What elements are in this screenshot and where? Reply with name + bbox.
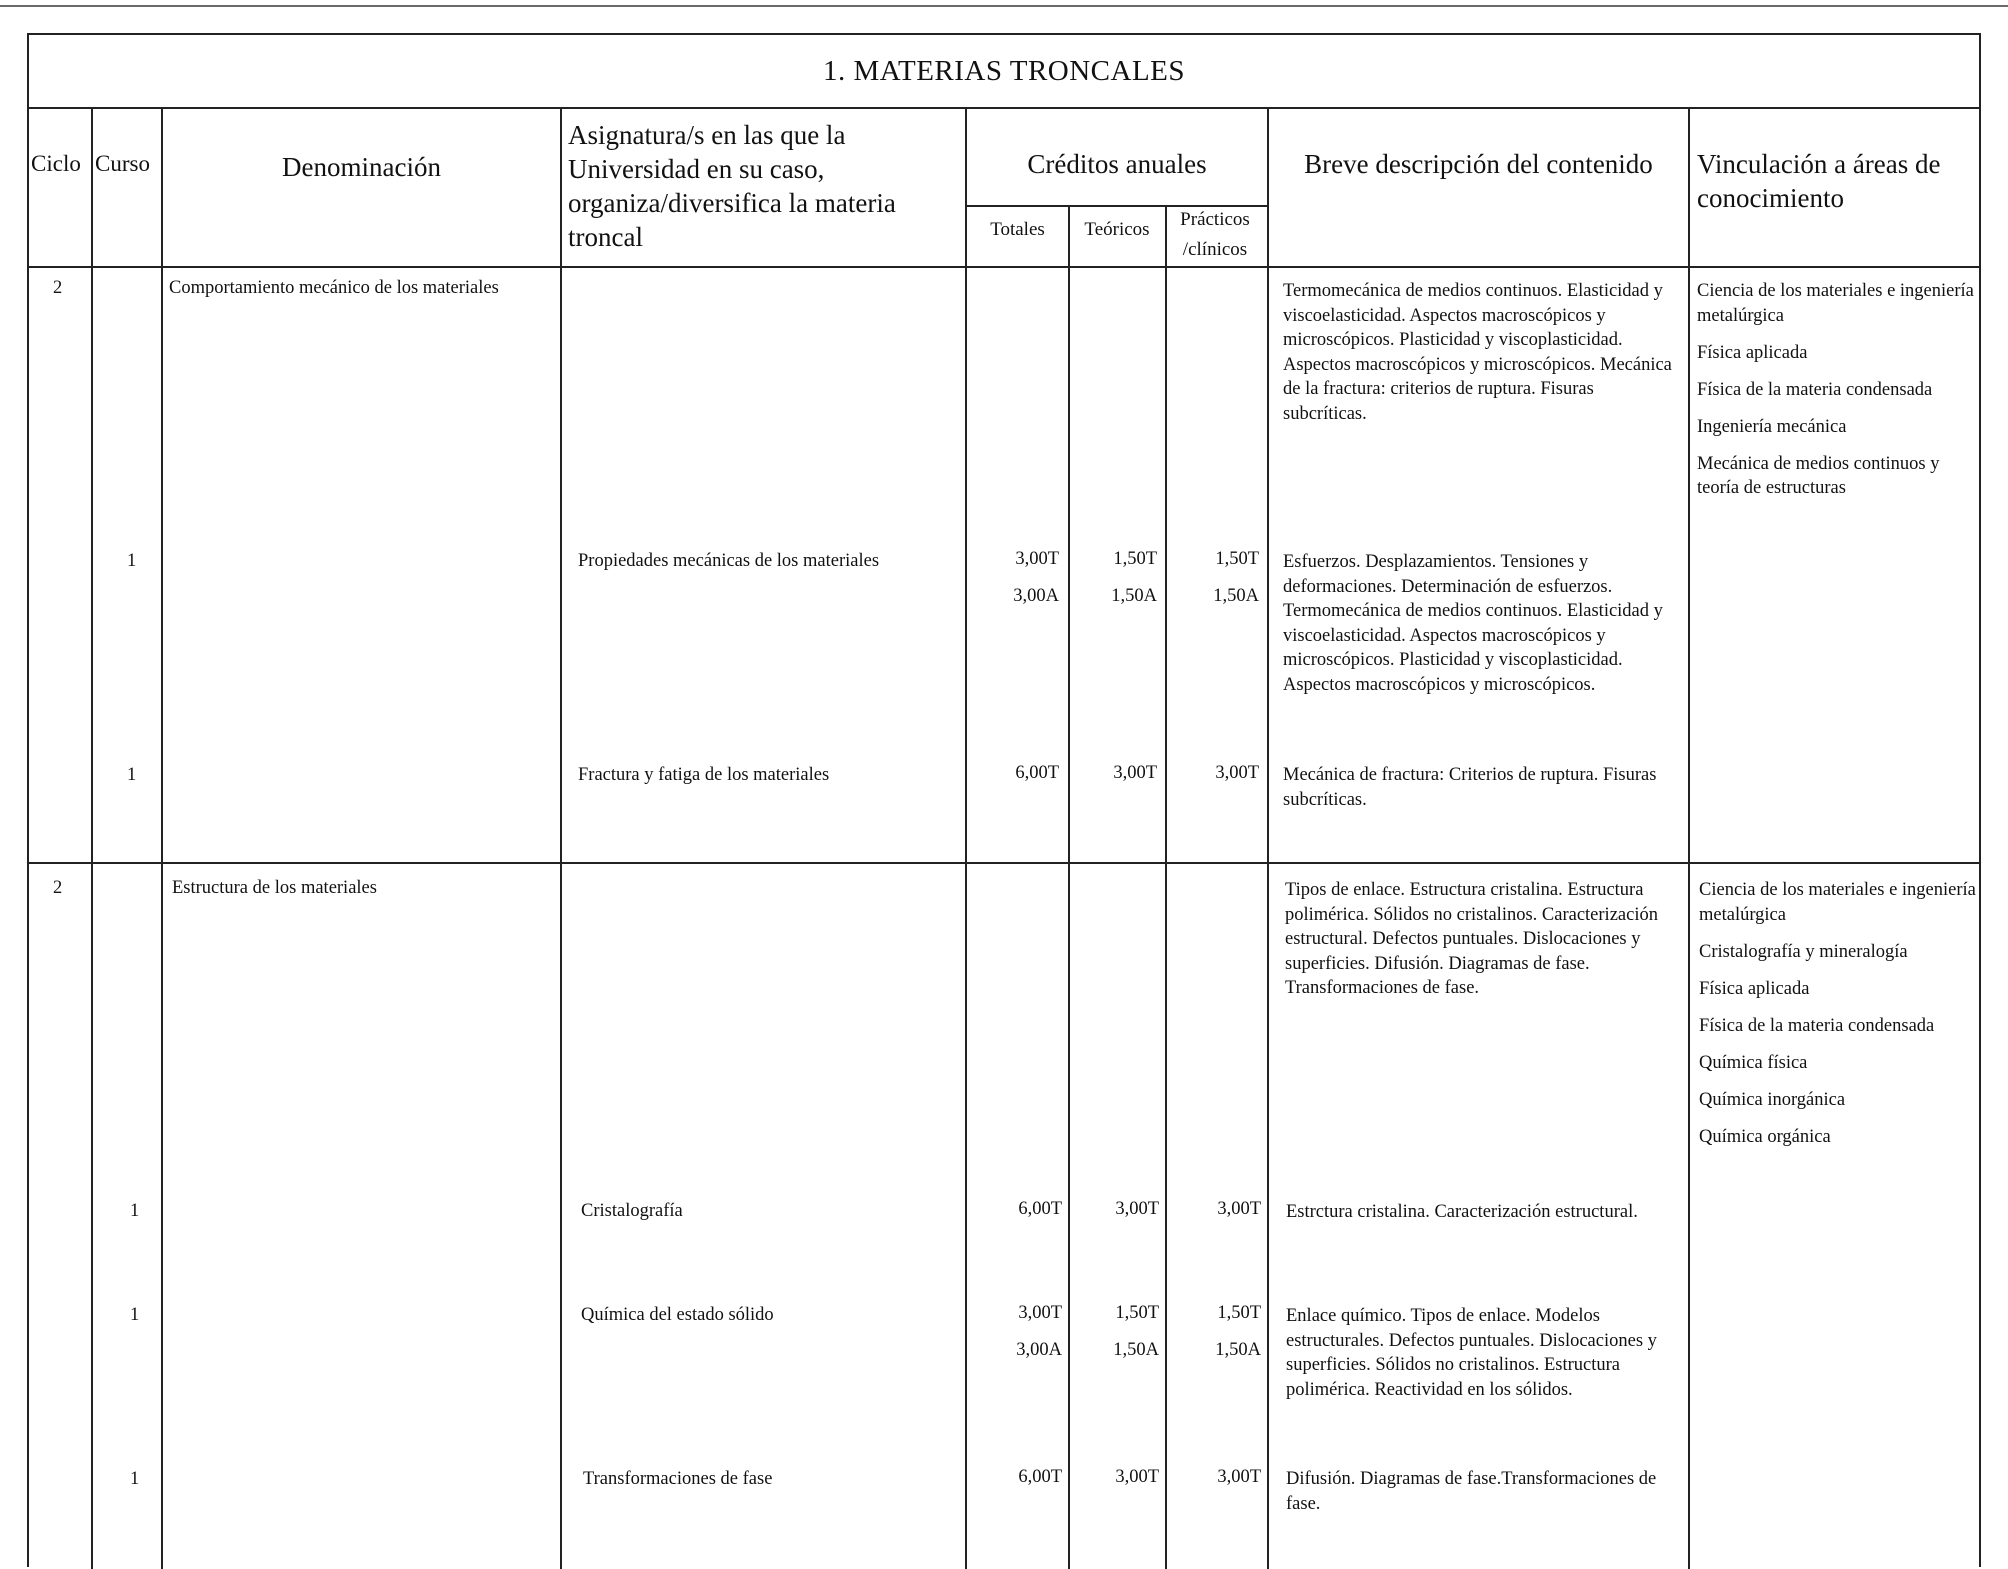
asignatura-descripcion: Estrctura cristalina. Caracterización estructural.	[1286, 1202, 1638, 1222]
asignatura-totales	[969, 1295, 1062, 1369]
asignatura-practicos	[1169, 541, 1259, 615]
credit-value: 3,00T	[1217, 1467, 1261, 1487]
credit-value: 1,50T	[1217, 1303, 1261, 1323]
col-divider-curso	[161, 109, 163, 1569]
col-divider-asignaturas	[965, 109, 967, 1569]
area-item: Ingeniería mecánica	[1697, 416, 1847, 437]
col-divider-denominacion	[560, 109, 562, 1569]
header-ciclo: Ciclo	[31, 151, 81, 176]
col-divider-teoricos	[1165, 205, 1167, 1569]
area-item: Química orgánica	[1699, 1126, 1831, 1147]
credit-value: 1,50T	[1113, 549, 1157, 569]
area-item: Física de la materia condensada	[1697, 379, 1933, 400]
asignatura-teoricos	[1069, 755, 1157, 792]
credit-value: 1,50A	[1111, 586, 1157, 606]
credit-value: 3,00T	[1015, 549, 1059, 569]
asignatura-descripcion: Difusión. Diagramas de fase.Transformaciones de fase.	[1286, 1469, 1657, 1514]
group-separator-rule	[29, 862, 1979, 864]
header-totales: Totales	[990, 219, 1045, 240]
asignatura-totales	[969, 755, 1059, 792]
area-item: Ciencia de los materiales e ingeniería metalúrgica	[1697, 281, 1974, 326]
asignatura-curso: 1	[130, 1201, 140, 1221]
asignatura-descripcion: Esfuerzos. Desplazamientos. Tensiones y deformaciones. Determinación de esfuerzos. Termomecánica de medios continuos. Elasticidad y viscoelasticidad. Aspectos macroscópicos y microscópicos. Plasticidad y viscoplasticidad. Aspectos macroscópicos y microscópicos.	[1283, 552, 1663, 695]
asignatura-totales	[969, 541, 1059, 615]
credit-value: 1,50A	[1213, 586, 1259, 606]
asignatura-nombre: Fractura y fatiga de los materiales	[578, 765, 830, 785]
area-item: Cristalografía y mineralogía	[1699, 941, 1908, 962]
credit-value: 6,00T	[1018, 1467, 1062, 1487]
materia-denominacion: Comportamiento mecánico de los materiales	[169, 278, 499, 298]
materia-descripcion: Termomecánica de medios continuos. Elasticidad y viscoelasticidad. Aspectos macroscópicos y microscópicos. Plasticidad y viscoplasticidad. Aspectos macroscópicos y microscópicos. Mecánica de la fractura: criterios de ruptura. Fisuras subcríticas.	[1283, 281, 1672, 424]
asignatura-totales	[969, 1459, 1062, 1496]
asignatura-curso: 1	[127, 765, 137, 785]
credit-value: 3,00A	[1016, 1340, 1062, 1360]
asignatura-curso: 1	[127, 551, 137, 571]
asignatura-nombre: Cristalografía	[581, 1201, 683, 1221]
credit-value: 1,50T	[1115, 1303, 1159, 1323]
asignatura-practicos	[1169, 755, 1259, 792]
header-vinculacion: Vinculación a áreas de conocimiento	[1697, 149, 1941, 213]
header-bottom-rule	[29, 266, 1979, 268]
materia-denominacion: Estructura de los materiales	[172, 878, 377, 898]
asignatura-curso: 1	[130, 1469, 140, 1489]
credit-value: 3,00T	[1113, 763, 1157, 783]
area-item: Física de la materia condensada	[1699, 1015, 1935, 1036]
asignatura-descripcion: Mecánica de fractura: Criterios de ruptura. Fisuras subcríticas.	[1283, 765, 1657, 810]
materia-areas	[1697, 279, 1977, 513]
asignatura-nombre: Transformaciones de fase	[583, 1469, 773, 1489]
asignatura-nombre: Propiedades mecánicas de los materiales	[578, 551, 880, 571]
area-item: Química física	[1699, 1052, 1808, 1073]
credit-value: 6,00T	[1018, 1199, 1062, 1219]
table-title: 1. MATERIAS TRONCALES	[29, 35, 1979, 109]
asignatura-descripcion: Enlace químico. Tipos de enlace. Modelos estructurales. Defectos puntuales. Dislocaciones y superficies. Sólidos no cristalinos. Estructura polimérica. Reactividad en los sólidos.	[1286, 1306, 1657, 1400]
materia-ciclo: 2	[53, 278, 63, 298]
asignatura-curso: 1	[130, 1305, 140, 1325]
header-creditos: Créditos anuales	[1027, 149, 1207, 179]
header-descripcion: Breve descripción del contenido	[1304, 149, 1653, 179]
credit-value: 3,00T	[1217, 1199, 1261, 1219]
credit-value: 3,00T	[1018, 1303, 1062, 1323]
header-teoricos: Teóricos	[1084, 219, 1150, 240]
asignatura-practicos	[1169, 1191, 1261, 1228]
asignatura-nombre: Química del estado sólido	[581, 1305, 774, 1325]
asignatura-practicos	[1169, 1459, 1261, 1496]
area-item: Física aplicada	[1697, 342, 1808, 363]
credit-value: 3,00T	[1215, 763, 1259, 783]
credit-value: 3,00A	[1013, 586, 1059, 606]
credit-value: 1,50A	[1215, 1340, 1261, 1360]
area-item: Física aplicada	[1699, 978, 1810, 999]
asignatura-teoricos	[1069, 1295, 1159, 1369]
asignatura-teoricos	[1069, 1191, 1159, 1228]
materias-table	[27, 33, 1981, 1567]
area-item: Ciencia de los materiales e ingeniería metalúrgica	[1699, 880, 1976, 925]
asignatura-teoricos	[1069, 541, 1157, 615]
header-practicos: Prácticos /clínicos	[1180, 209, 1250, 260]
top-rule	[0, 5, 2008, 7]
credit-value: 1,50A	[1113, 1340, 1159, 1360]
materia-descripcion: Tipos de enlace. Estructura cristalina. Estructura polimérica. Sólidos no cristalinos. Caracterización estructural. Defectos puntuales. Dislocaciones y superficies. Difusión. Diagramas de fase. Transformaciones de fase.	[1285, 880, 1658, 998]
header-denominacion: Denominación	[282, 152, 441, 182]
materia-areas	[1699, 878, 1979, 1162]
asignatura-practicos	[1169, 1295, 1261, 1369]
asignatura-teoricos	[1069, 1459, 1159, 1496]
header-asignaturas: Asignatura/s en las que la Universidad en su caso, organiza/diversifica la materia troncal	[568, 120, 896, 252]
area-item: Química inorgánica	[1699, 1089, 1846, 1110]
col-divider-descripcion	[1688, 109, 1690, 1569]
header-curso: Curso	[95, 151, 150, 176]
col-divider-ciclo	[91, 109, 93, 1569]
materia-ciclo: 2	[53, 878, 63, 898]
area-item: Mecánica de medios continuos y teoría de estructuras	[1697, 453, 1940, 498]
credit-value: 1,50T	[1215, 549, 1259, 569]
asignatura-totales	[969, 1191, 1062, 1228]
credit-value: 3,00T	[1115, 1467, 1159, 1487]
credit-value: 3,00T	[1115, 1199, 1159, 1219]
col-divider-creditos	[1267, 109, 1269, 1569]
credit-value: 6,00T	[1015, 763, 1059, 783]
